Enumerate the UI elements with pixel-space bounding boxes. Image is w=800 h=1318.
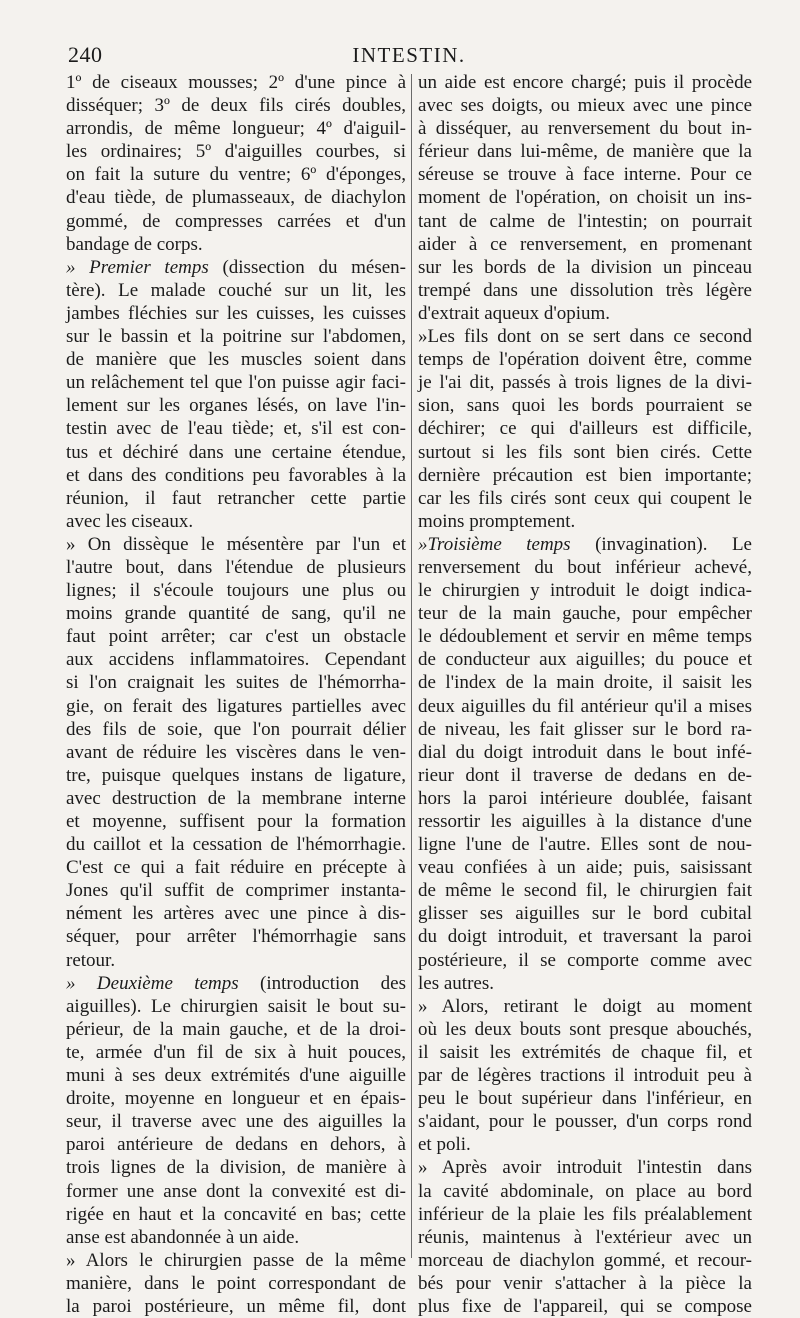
text-line: car les fils cirés sont ceux qui coupent le	[418, 487, 752, 509]
text-line: par de légères tractions il introduit peu à	[418, 1065, 752, 1087]
text-line: » On dissèque le mésentère par l'un et	[66, 533, 406, 555]
text-line: les ordinaires; 5º d'aiguilles courbes, si	[66, 141, 406, 163]
text-line: C'est ce qui a fait réduire en précepte à	[66, 857, 406, 879]
text-line: moment de l'opération, on choisit un ins-	[418, 187, 752, 209]
text-line	[66, 256, 406, 279]
text-line	[418, 533, 752, 556]
text-line: aux accidens inflammatoires. Cependant	[66, 649, 406, 671]
text-line: des fils de soie, que l'on pourrait délier	[66, 718, 406, 740]
text-line: réunion, il faut retrancher cette partie	[66, 487, 406, 509]
text-line: avec ses doigts, ou mieux avec une pince	[418, 95, 752, 117]
text-line: hors la paroi intérieure doublée, faisant	[418, 787, 752, 809]
text-line: glisser ses aiguilles sur le bord cubital	[418, 903, 752, 925]
text-line: » Alors le chirurgien passe de la même	[66, 1249, 406, 1271]
text-line: sur les bords de la division un pinceau	[418, 256, 752, 278]
text-line: manière, dans le point correspondant de	[66, 1272, 406, 1294]
text-line: tant de calme de l'intestin; on pourrait	[418, 210, 752, 232]
text-line: jambes fléchies sur les cuisses, les cuisses	[66, 302, 406, 324]
column-divider	[411, 74, 412, 1258]
text-line: anse est abandonnée à un aide.	[66, 1226, 300, 1248]
text-line: muni à ses deux extrémités d'une aiguille	[66, 1065, 406, 1087]
text-line: lement sur les organes lésés, on lave l'in-	[66, 395, 406, 417]
text-line: de niveau, les fait glisser sur le bord ra-	[418, 718, 752, 740]
text-line: de manière que les muscles soient dans	[66, 349, 406, 371]
text-line: du caillot et la cessation de l'hémorrhagie.	[66, 834, 406, 856]
text-line: il saisit les extrémités de chaque fil, et	[418, 1041, 752, 1063]
text-line: de conducteur aux aiguilles; du pouce et	[418, 649, 752, 671]
text-line: gommé, de compresses carrées et d'un	[66, 210, 406, 232]
text-line: rieur dont il traverse de dedans en de-	[418, 764, 752, 786]
text-line: la cavité abdominale, on place au bord	[418, 1180, 752, 1202]
text-line: trois lignes de la division, de manière à	[66, 1157, 406, 1179]
text-line: temps de l'opération doivent être, comme	[418, 349, 752, 371]
text-line: déchirer; ce qui d'ailleurs est difficile,	[418, 418, 752, 440]
text-line: renversement du bout inférieur achevé,	[418, 556, 752, 578]
text-line: férieur dans lui-même, de manière que la	[418, 141, 752, 163]
text-line: moins grande quantité de sang, qu'il ne	[66, 603, 406, 625]
text-line: tère). Le malade couché sur un lit, les	[66, 279, 406, 301]
text-line: et dans des conditions peu favorables à la	[66, 464, 406, 486]
text-line: d'eau tiède, de plumasseaux, de diachylon	[66, 187, 406, 209]
line-text: (invagination). Le	[570, 533, 752, 555]
text-line: droite, moyenne en longueur et en épais-	[66, 1088, 406, 1110]
text-line: de même le second fil, le chirurgien fait	[418, 880, 752, 902]
text-line: moins promptement.	[418, 510, 576, 532]
text-line: ligne l'une de l'autre. Elles sont de nou-	[418, 834, 752, 856]
text-line: deux aiguilles du fil antérieur qu'il a mises	[418, 695, 752, 717]
text-line: » Alors, retirant le doigt au moment	[418, 995, 752, 1017]
text-line: et moyenne, suffisent pour la formation	[66, 811, 406, 832]
text-line: postérieure, il se comporte comme avec	[418, 949, 752, 971]
text-line: le dédoublement et servir en même temps	[418, 626, 752, 648]
text-line: séquer, pour arrêter l'hémorrhagie sans	[66, 926, 406, 948]
text-line: arrondis, de même longueur; 4º d'aiguil-	[66, 118, 406, 140]
text-line: »Les fils dont on se sert dans ce second	[418, 326, 752, 348]
text-line: avant de réduire les viscères dans le ven-	[66, 741, 406, 763]
running-title: INTESTIN.	[352, 43, 466, 67]
text-line: tre, puisque quelques instans de ligature,	[66, 764, 406, 786]
text-line: périeur, de la main gauche, et de la droi-	[66, 1018, 406, 1040]
text-line: de l'index de la main droite, il saisit les	[418, 672, 752, 694]
text-line: séreuse se trouve à face interne. Pour ce	[418, 164, 752, 186]
text-line: l'autre bout, dans l'étendue de plusieurs	[66, 556, 406, 578]
text-line: réunis, maintenus à l'extérieur avec un	[418, 1226, 752, 1248]
text-line: teur de la main gauche, pour empêcher	[418, 603, 752, 625]
text-line: avec les ciseaux.	[66, 510, 194, 532]
text-line: la paroi postérieure, un même fil, dont	[66, 1295, 406, 1317]
text-line: où les deux bouts sont presque abouchés,	[418, 1018, 752, 1040]
text-line: dernière précaution est bien importante;	[418, 464, 752, 486]
page-header	[68, 40, 750, 70]
text-line: 1º de ciseaux mousses; 2º d'une pince à	[66, 72, 406, 93]
text-line: trempé dans une dissolution très légère	[418, 279, 752, 301]
italic-heading: » Premier temps	[66, 256, 209, 278]
line-text: (dissection du mésen-	[208, 256, 407, 278]
text-line	[66, 972, 406, 995]
line-text: (introduction des	[238, 972, 406, 994]
text-line: on fait la suture du ventre; 6º d'éponges,	[66, 164, 406, 186]
text-line: je l'ai dit, passés à trois lignes de la divi-	[418, 372, 752, 394]
left-text-column	[66, 71, 407, 1317]
text-line: sion, sans quoi les bords pourraient se	[418, 395, 752, 417]
text-line: un aide est encore chargé; puis il procède	[418, 72, 752, 93]
text-line: inférieur de la plaie les fils préalablement	[418, 1203, 752, 1225]
text-line: tus et déchiré dans une certaine étendue,	[66, 441, 406, 463]
text-line: lignes; il s'écoule toujours une plus ou	[66, 580, 406, 602]
text-line: bés pour venir s'attacher à la pièce la	[418, 1272, 752, 1294]
text-line: plus fixe de l'appareil, qui se compose	[418, 1295, 752, 1317]
text-line: gie, on ferait des ligatures partielles avec	[66, 695, 406, 717]
italic-heading: »Troisième temps	[418, 533, 571, 555]
text-line: à disséquer, au renversement du bout in-	[418, 118, 752, 140]
text-line: te, armée d'un fil de six à huit pouces,	[66, 1041, 406, 1063]
text-line: morceau de diachylon gommé, et recour-	[418, 1249, 752, 1271]
text-line: former une anse dont la convexité est di-	[66, 1180, 406, 1202]
text-line: les autres.	[418, 972, 494, 994]
text-line: seur, il traverse avec une des aiguilles la	[66, 1111, 406, 1133]
text-line: s'aidant, pour le pousser, d'un corps rond	[418, 1111, 752, 1133]
text-line: et poli.	[418, 1134, 471, 1156]
text-line: aiguilles). Le chirurgien saisit le bout su-	[66, 995, 406, 1017]
text-line: d'extrait aqueux d'opium.	[418, 302, 611, 324]
italic-heading: » Deuxième temps	[66, 972, 239, 994]
text-line: veau confiées à un aide; puis, saisissant	[418, 857, 752, 879]
text-line: sur le bassin et la poitrine sur l'abdomen,	[66, 326, 406, 348]
text-line: paroi antérieure de dedans en dehors, à	[66, 1134, 406, 1156]
right-text-column	[418, 71, 752, 1317]
text-line: si l'on craignait les suites de l'hémorrha-	[66, 672, 406, 694]
text-line: nément les artères avec une pince à dis-	[66, 903, 406, 925]
text-line: du doigt introduit, et traversant la paroi	[418, 926, 752, 948]
text-line: aider à ce renversement, en promenant	[418, 233, 752, 255]
text-line: » Après avoir introduit l'intestin dans	[418, 1157, 752, 1179]
text-line: faut point arrêter; car c'est un obstacle	[66, 626, 406, 648]
text-line: le chirurgien y introduit le doigt indica-	[418, 580, 752, 602]
text-line: surtout si les fils sont bien cirés. Cette	[418, 441, 752, 463]
page-number: 240	[68, 42, 103, 67]
text-line: dial du doigt introduit dans le bout infé-	[418, 741, 752, 763]
text-line: avec destruction de la membrane interne	[66, 787, 406, 809]
text-line: disséquer; 3º de deux fils cirés doubles,	[66, 95, 406, 117]
text-line: retour.	[66, 949, 116, 971]
text-line: un relâchement tel que l'on puisse agir faci-	[66, 372, 406, 394]
text-line: Jones qu'il suffit de comprimer instanta-	[66, 880, 406, 902]
text-line: ressortir les aiguilles à la distance d'une	[418, 811, 752, 832]
text-line: rigée en haut et la concavité en bas; cette	[66, 1203, 406, 1225]
text-line: bandage de corps.	[66, 233, 203, 255]
text-line: peu le bout supérieur dans l'inférieur, en	[418, 1088, 752, 1110]
text-line: testin avec de l'eau tiède; et, s'il est con-	[66, 418, 406, 440]
